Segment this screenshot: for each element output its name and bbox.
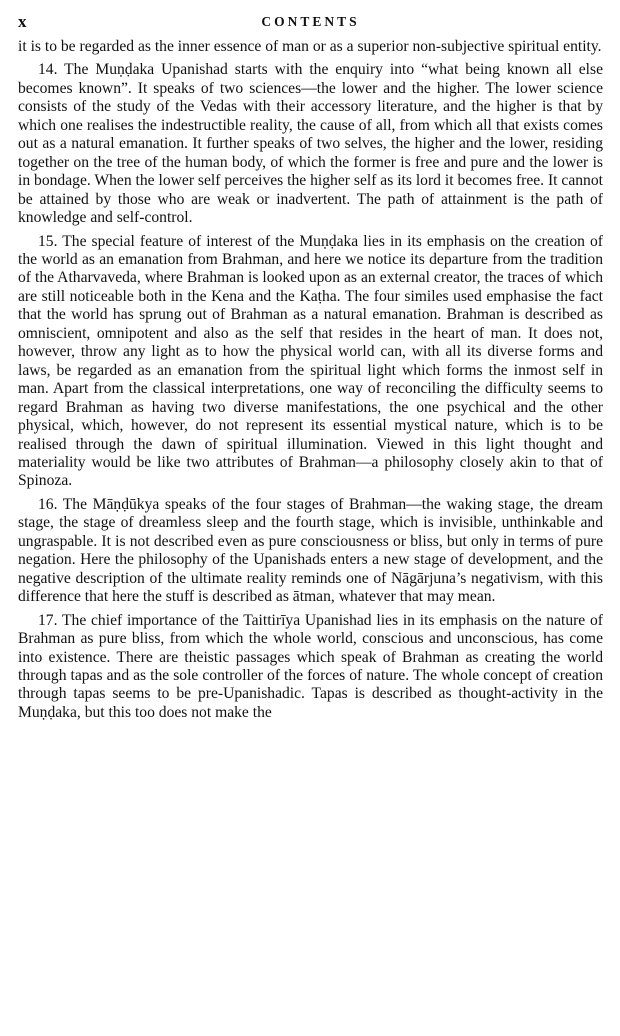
body-text	[18, 38, 603, 722]
page-number: x	[18, 12, 28, 31]
paragraph-17: 17. The chief importance of the Taittirīya Upanishad lies in its emphasis on the nature of Brahman as pure bliss, from which the whole world, conscious and unconscious, has come into existence. There are theistic passages which speak of Brahman as creating the world through tapas and as the sole controller of the forces of nature. The whole concept of creation through tapas seems to be pre-Upanishadic. Tapas is described as thought-activity in the Muṇḍaka, but this too does not make the	[18, 611, 603, 721]
paragraph-14: 14. The Muṇḍaka Upanishad starts with the enquiry into “what being known all else becomes known”. It speaks of two sciences—the lower and the higher. The lower science consists of the study of the Vedas with their accessory literature, and the higher is that by which one realises the indestructible reality, the cause of all, from which all that exists comes out as a natural emanation. It further speaks of two selves, the higher and the lower, residing together on the tree of the human body, of which the former is free and pure and the lower is in bondage. When the lower self perceives the higher self as its lord it becomes free. It cannot be attained by those who are weak or inadvertent. The path of attainment is the path of knowledge and self-control.	[18, 61, 603, 227]
paragraph-16: 16. The Māṇḍūkya speaks of the four stages of Brahman—the waking stage, the dream stage, the stage of dreamless sleep and the fourth stage, which is invisible, unthinkable and ungraspable. It is not described even as pure consciousness or bliss, but only in terms of pure negation. Here the philosophy of the Upanishads enters a new stage of development, and the negative description of the ultimate reality reminds one of Nāgārjuna’s negativism, with this difference that here the stuff is described as ātman, whatever that may mean.	[18, 495, 603, 606]
book-page	[18, 8, 603, 1028]
running-head	[18, 8, 603, 38]
paragraph-15: 15. The special feature of interest of the Muṇḍaka lies in its emphasis on the creation of the world as an emanation from Brahman, and here we notice its departure from the tradition of the Atharvaveda, where Brahman is looked upon as an external creator, the traces of which are still noticeable both in the Kena and the Kaṭha. The four similes used emphasise the fact that the world has sprung out of Brahman as a natural emanation. Brahman is described as omniscient, omnipotent and also as the self that resides in the heart of man. It does not, however, throw any light as to how the physical world can, with all its diverse forms and laws, be regarded as an emanation from the spiritual light which forms the inmost self in man. Apart from the classical interpretations, one way of reconciling the difficulty seems to regard Brahman as having two diverse manifestations, the one psychical and the other physical, which, however, do not represent its essential mystical nature, which is to be realised through the dawn of spiritual illumination. Viewed in this light thought and materiality would be like two attributes of Brahman—a philosophy closely akin to that of Spinoza.	[18, 232, 603, 490]
paragraph-continuation: it is to be regarded as the inner essence of man or as a superior non-subjective spiritual entity.	[18, 38, 602, 55]
running-head-title: CONTENTS	[261, 14, 360, 29]
